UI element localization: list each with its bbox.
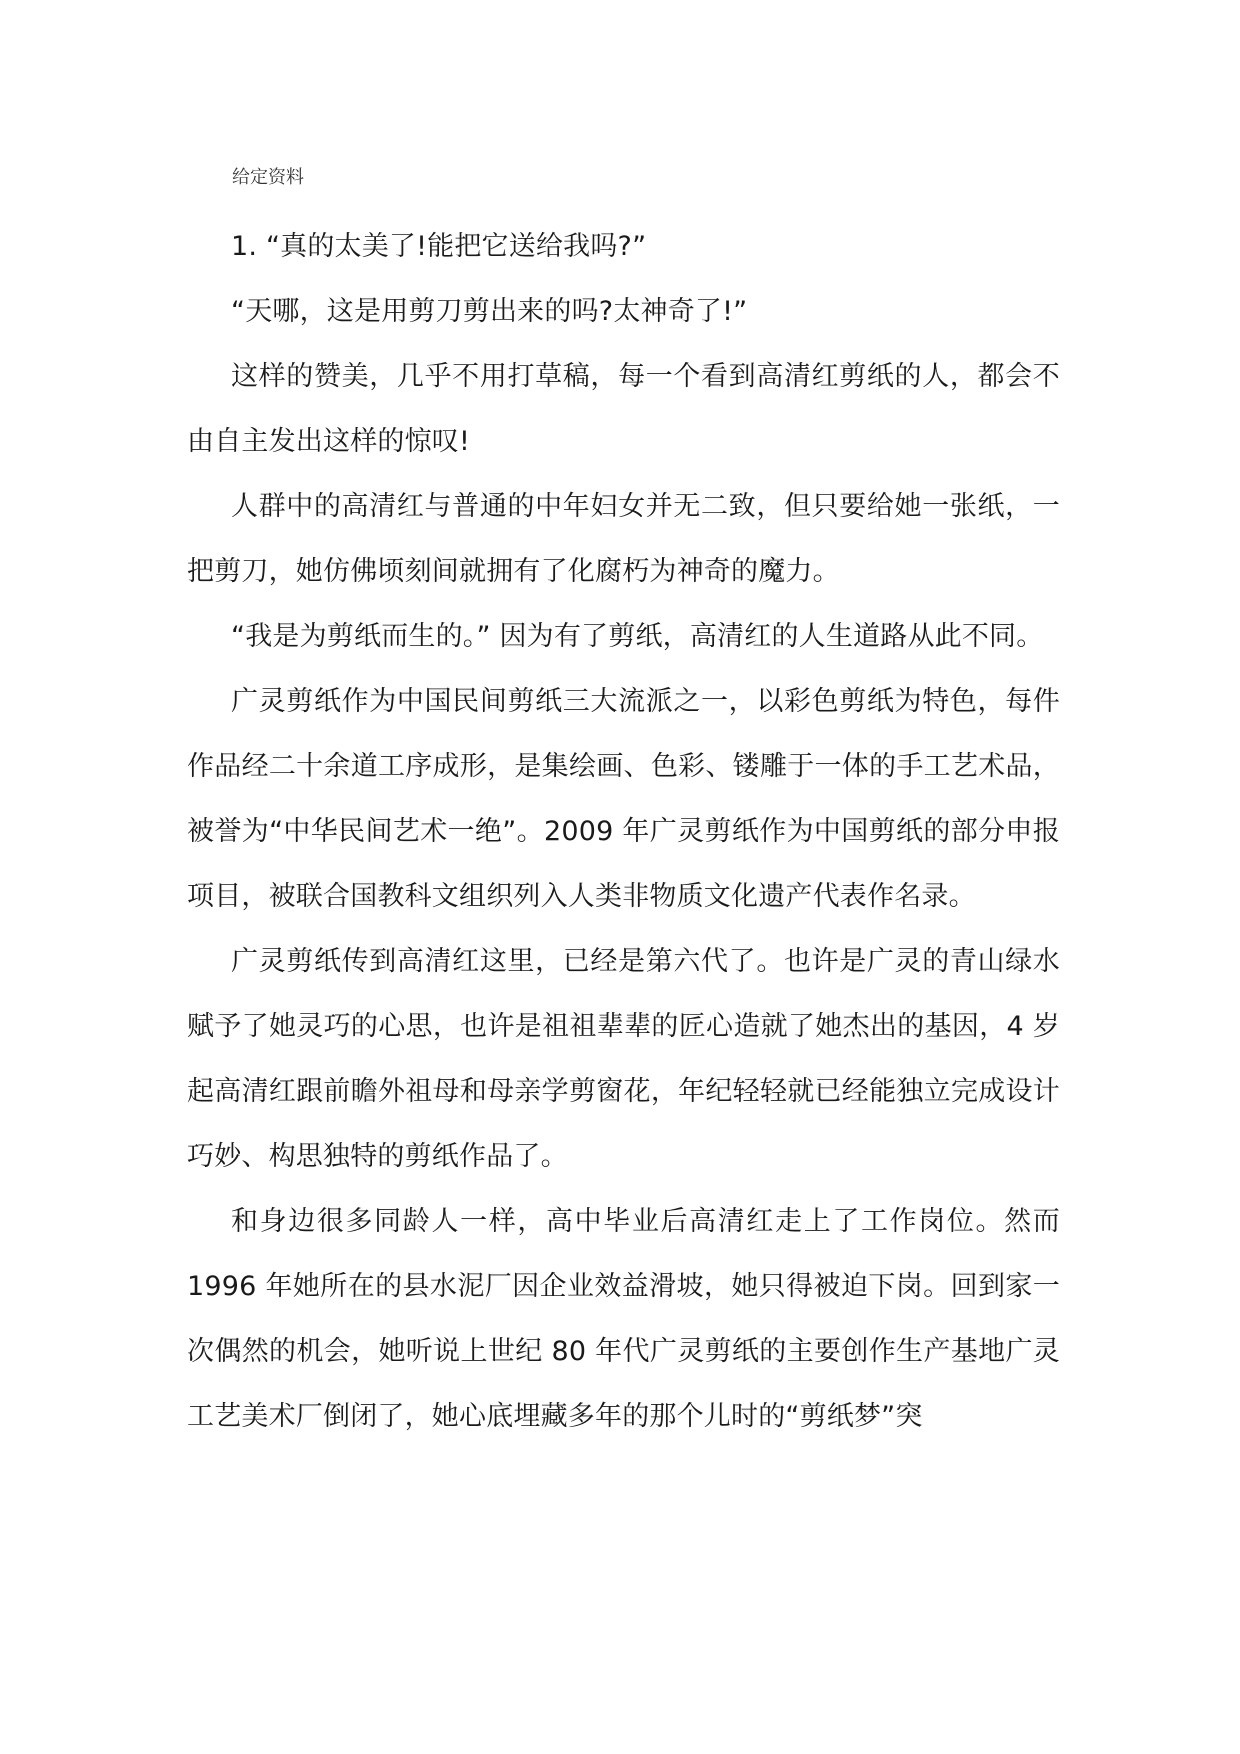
article-body	[187, 214, 1060, 1449]
paragraph-1: 1. “真的太美了!能把它送给我吗?”	[231, 231, 647, 262]
paragraph-7: 广灵剪纸传到高清红这里，已经是第六代了。也许是广灵的青山绿水赋予了她灵巧的心思，也许是祖祖辈辈的匠心造就了她杰出的基因，4 岁起高清红跟前瞻外祖母和母亲学剪窗花，年纪轻轻就已经能独立完成设计巧妙、构思独特的剪纸作品了。	[187, 946, 1060, 1172]
paragraph-6: 广灵剪纸作为中国民间剪纸三大流派之一，以彩色剪纸为特色，每件作品经二十余道工序成形，是集绘画、色彩、镂雕于一体的手工艺术品，被誉为“中华民间艺术一绝”。2009 年广灵剪纸作为中国剪纸的部分申报项目，被联合国教科文组织列入人类非物质文化遗产代表作名录。	[187, 686, 1060, 912]
paragraph-4: 人群中的高清红与普通的中年妇女并无二致，但只要给她一张纸，一把剪刀，她仿佛顷刻间就拥有了化腐朽为神奇的魔力。	[187, 491, 1060, 587]
paragraph-5: “我是为剪纸而生的。” 因为有了剪纸，高清红的人生道路从此不同。	[231, 621, 1044, 652]
paragraph-3: 这样的赞美，几乎不用打草稿，每一个看到高清红剪纸的人，都会不由自主发出这样的惊叹!	[187, 361, 1060, 457]
paragraph-8: 和身边很多同龄人一样，高中毕业后高清红走上了工作岗位。然而 1996 年她所在的县水泥厂因企业效益滑坡，她只得被迫下岗。回到家一次偶然的机会，她听说上世纪 80 年代广灵剪纸的主要创作生产基地广灵工艺美术厂倒闭了，她心底埋藏多年的那个儿时的“剪纸梦”突	[187, 1206, 1060, 1432]
paragraph-2: “天哪，这是用剪刀剪出来的吗?太神奇了!”	[231, 296, 748, 327]
material-label: 给定资料	[232, 167, 304, 188]
